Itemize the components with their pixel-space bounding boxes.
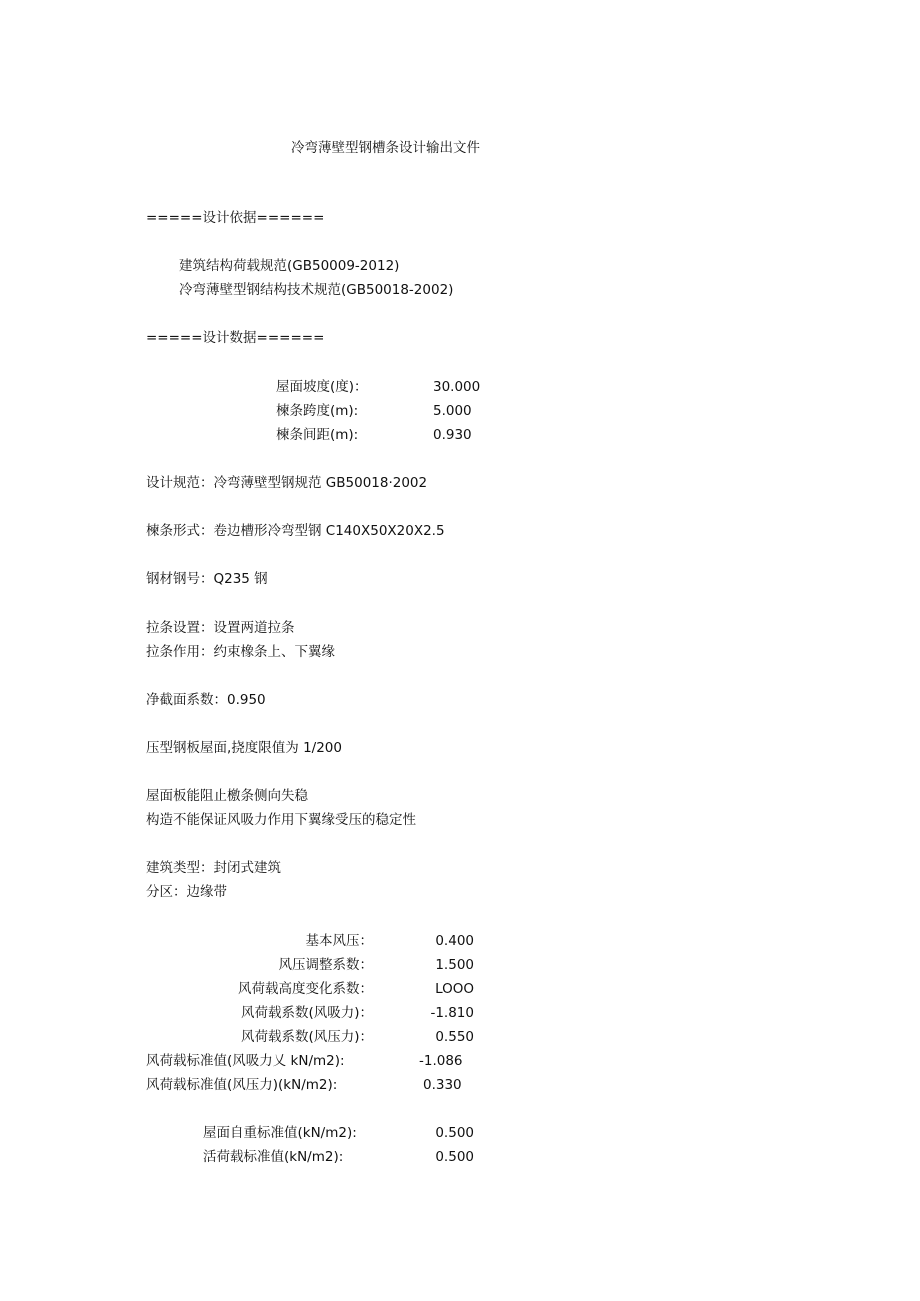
stability-line: 屋面板能阻止檄条侧向失稳 (146, 788, 308, 804)
tie-function-line: 拉条作用：约束橡条上、下翼缘 (146, 644, 335, 660)
wind-label: 风荷载系数(风吸力)： (240, 1005, 373, 1021)
section-heading-basis: =====设计依据====== (146, 210, 325, 226)
load-value: 0.500 (435, 1125, 474, 1141)
wind-value: LOOO (435, 981, 474, 997)
wind-std-label: 风荷载标准值(风吸力乂 kN∕m2): (146, 1053, 345, 1069)
load-label: 活荷载标准值(kN∕m2): (203, 1149, 344, 1165)
param-value: 5.000 (433, 403, 472, 419)
param-label: 楝条跨度(m): (276, 403, 359, 419)
load-label: 屋面自重标准值(kN∕m2): (203, 1125, 357, 1141)
net-section-line: 净截面系数：0.950 (146, 692, 266, 708)
wind-value: -1.810 (430, 1005, 474, 1021)
purlin-type-line: 楝条形式：卷边槽形冷弯型钢 C140X50X20X2.5 (146, 523, 445, 539)
param-label: 屋面坡度(度)： (276, 379, 368, 395)
wind-value: 0.550 (435, 1029, 474, 1045)
wind-std-value: -1.086 (419, 1053, 463, 1069)
tie-setting-line: 拉条设置：设置两道拉条 (146, 620, 295, 636)
wind-label: 风荷载高度变化系数： (238, 981, 373, 997)
document-title: 冷弯薄壁型钢槽条设计输出文件 (291, 140, 480, 156)
wind-label: 风荷载系数(风压力)： (240, 1029, 373, 1045)
param-value: 0.930 (433, 427, 472, 443)
section-heading-data: =====设计数据====== (146, 330, 325, 346)
param-value: 30.000 (433, 379, 481, 395)
building-type-line: 建筑类型：封闭式建筑 (146, 860, 281, 876)
zone-line: 分区：边缘带 (146, 884, 227, 900)
steel-grade-line: 钢材钢号：Q235 钢 (146, 571, 268, 587)
basis-item: 建筑结构荷载规范(GB50009-2012) (179, 258, 400, 274)
wind-value: 0.400 (435, 933, 474, 949)
design-code-line: 设计规范：冷弯薄壁型钢规范 GB50018·2002 (146, 475, 428, 491)
wind-std-label: 风荷载标准值(风压力)(kN∕m2): (146, 1077, 338, 1093)
deflection-line: 压型钢板屋面,挠度限值为 1/200 (146, 740, 342, 756)
param-label: 楝条间距(m): (276, 427, 359, 443)
wind-value: 1.500 (435, 957, 474, 973)
wind-std-value: 0.330 (423, 1077, 462, 1093)
wind-label: 风压调整系数： (278, 957, 373, 973)
stability-line: 构造不能保证风吸力作用下翼缘受压的稳定性 (146, 812, 416, 828)
wind-label: 基本风压： (305, 933, 373, 949)
basis-item: 冷弯薄壁型钢结构技术规范(GB50018-2002) (179, 282, 454, 298)
load-value: 0.500 (435, 1149, 474, 1165)
